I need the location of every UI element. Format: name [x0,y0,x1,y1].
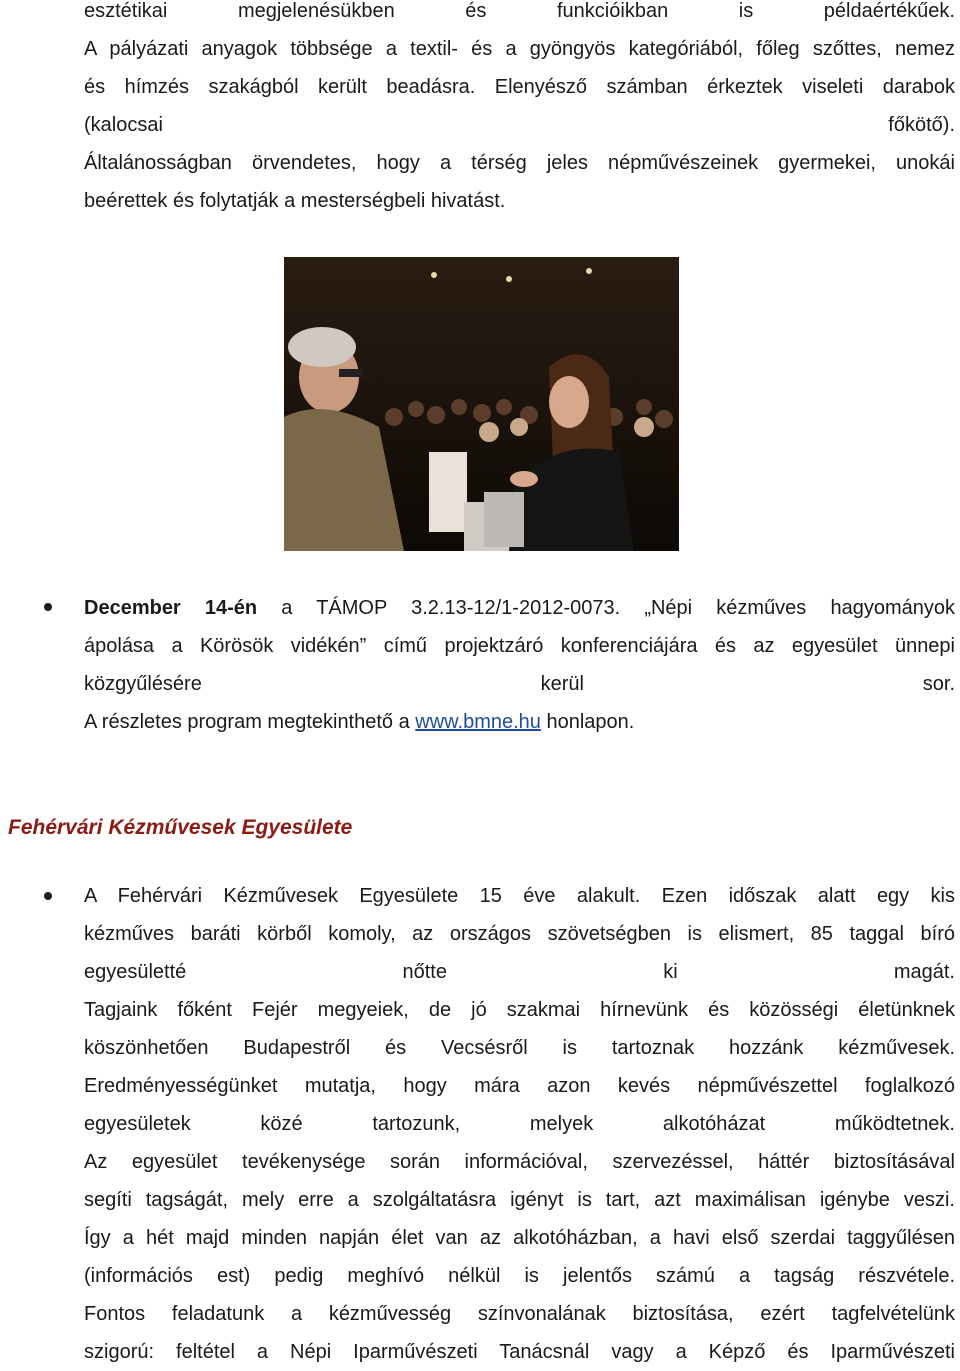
paragraph-line: Az egyesület tevékenysége során információval, szervezéssel, háttér biztosításával [84,1151,955,1173]
paragraph-line: köszönhetően Budapestről és Vecsésről is tartoznak hozzánk kézművesek. [84,1037,955,1059]
event-photo [284,257,679,551]
paragraph-line: Így a hét majd minden napján élet van az alkotóházban, a havi első szerdai taggyűlésen [84,1227,955,1249]
section-heading: Fehérvári Kézművesek Egyesülete [8,816,353,839]
december-line-1 [84,589,955,627]
paragraph-line: segíti tagságát, mely erre a szolgáltatásra igényt is tart, azt maximálisan igénybe veszi. [84,1189,955,1211]
paragraph-line: (kalocsai főkötő). [84,114,955,136]
bmne-link[interactable]: www.bmne.hu [415,711,541,733]
paragraph-line: kézműves baráti körből komoly, az országos szövetségben is elismert, 85 taggal bíró [84,923,955,945]
paragraph-line: A Fehérvári Kézművesek Egyesülete 15 éve alakult. Ezen időszak alatt egy kis [84,885,955,907]
december-line-2: ápolása a Körösök vidékén” című projektzáró konferenciájára és az egyesület ünnepi [84,635,955,657]
december-line-3: közgyűlésére kerül sor. [84,673,955,695]
paragraph-line: egyesületek közé tartozunk, melyek alkotóházat működtetnek. [84,1113,955,1135]
bullet-icon [44,603,52,611]
paragraph-line: esztétikai megjelenésükben és funkcióikban is példaértékűek. [84,0,955,22]
december-text: honlapon. [540,711,635,733]
bullet-icon [44,892,52,900]
december-line-4 [84,703,955,741]
paragraph-line: szigorú: feltétel a Népi Iparművészeti Tanácsnál vagy a Képző és Iparművészeti [84,1341,955,1363]
paragraph-line: és hímzés szakágból került beadásra. Elenyésző számban érkeztek viseleti darabok [84,76,955,98]
paragraph-line: Tagjaink főként Fejér megyeiek, de jó szakmai hírnevünk és közösségi életünknek [84,999,955,1021]
december-date: December 14-én [84,597,258,619]
paragraph-line: Eredményességünket mutatja, hogy mára azon kevés népművészettel foglalkozó [84,1075,955,1097]
december-text: A részletes program megtekinthető a [84,711,416,733]
paragraph-line: A pályázati anyagok többsége a textil- és a gyöngyös kategóriából, főleg szőttes, nemez [84,38,955,60]
december-text: a TÁMOP 3.2.13-12/1-2012-0073. „Népi kézműves hagyományok [257,597,955,619]
paragraph-line: Általánosságban örvendetes, hogy a térség jeles népművészeinek gyermekei, unokái [84,152,955,174]
paragraph-line: (információs est) pedig meghívó nélkül is jelentős számú a tagság részvétele. [84,1265,955,1287]
paragraph-line: Fontos feladatunk a kézművesség színvonalának biztosítása, ezért tagfelvételünk [84,1303,955,1325]
paragraph-line: beérettek és folytatják a mesterségbeli hivatást. [84,190,506,212]
paragraph-line: egyesületté nőtte ki magát. [84,961,955,983]
